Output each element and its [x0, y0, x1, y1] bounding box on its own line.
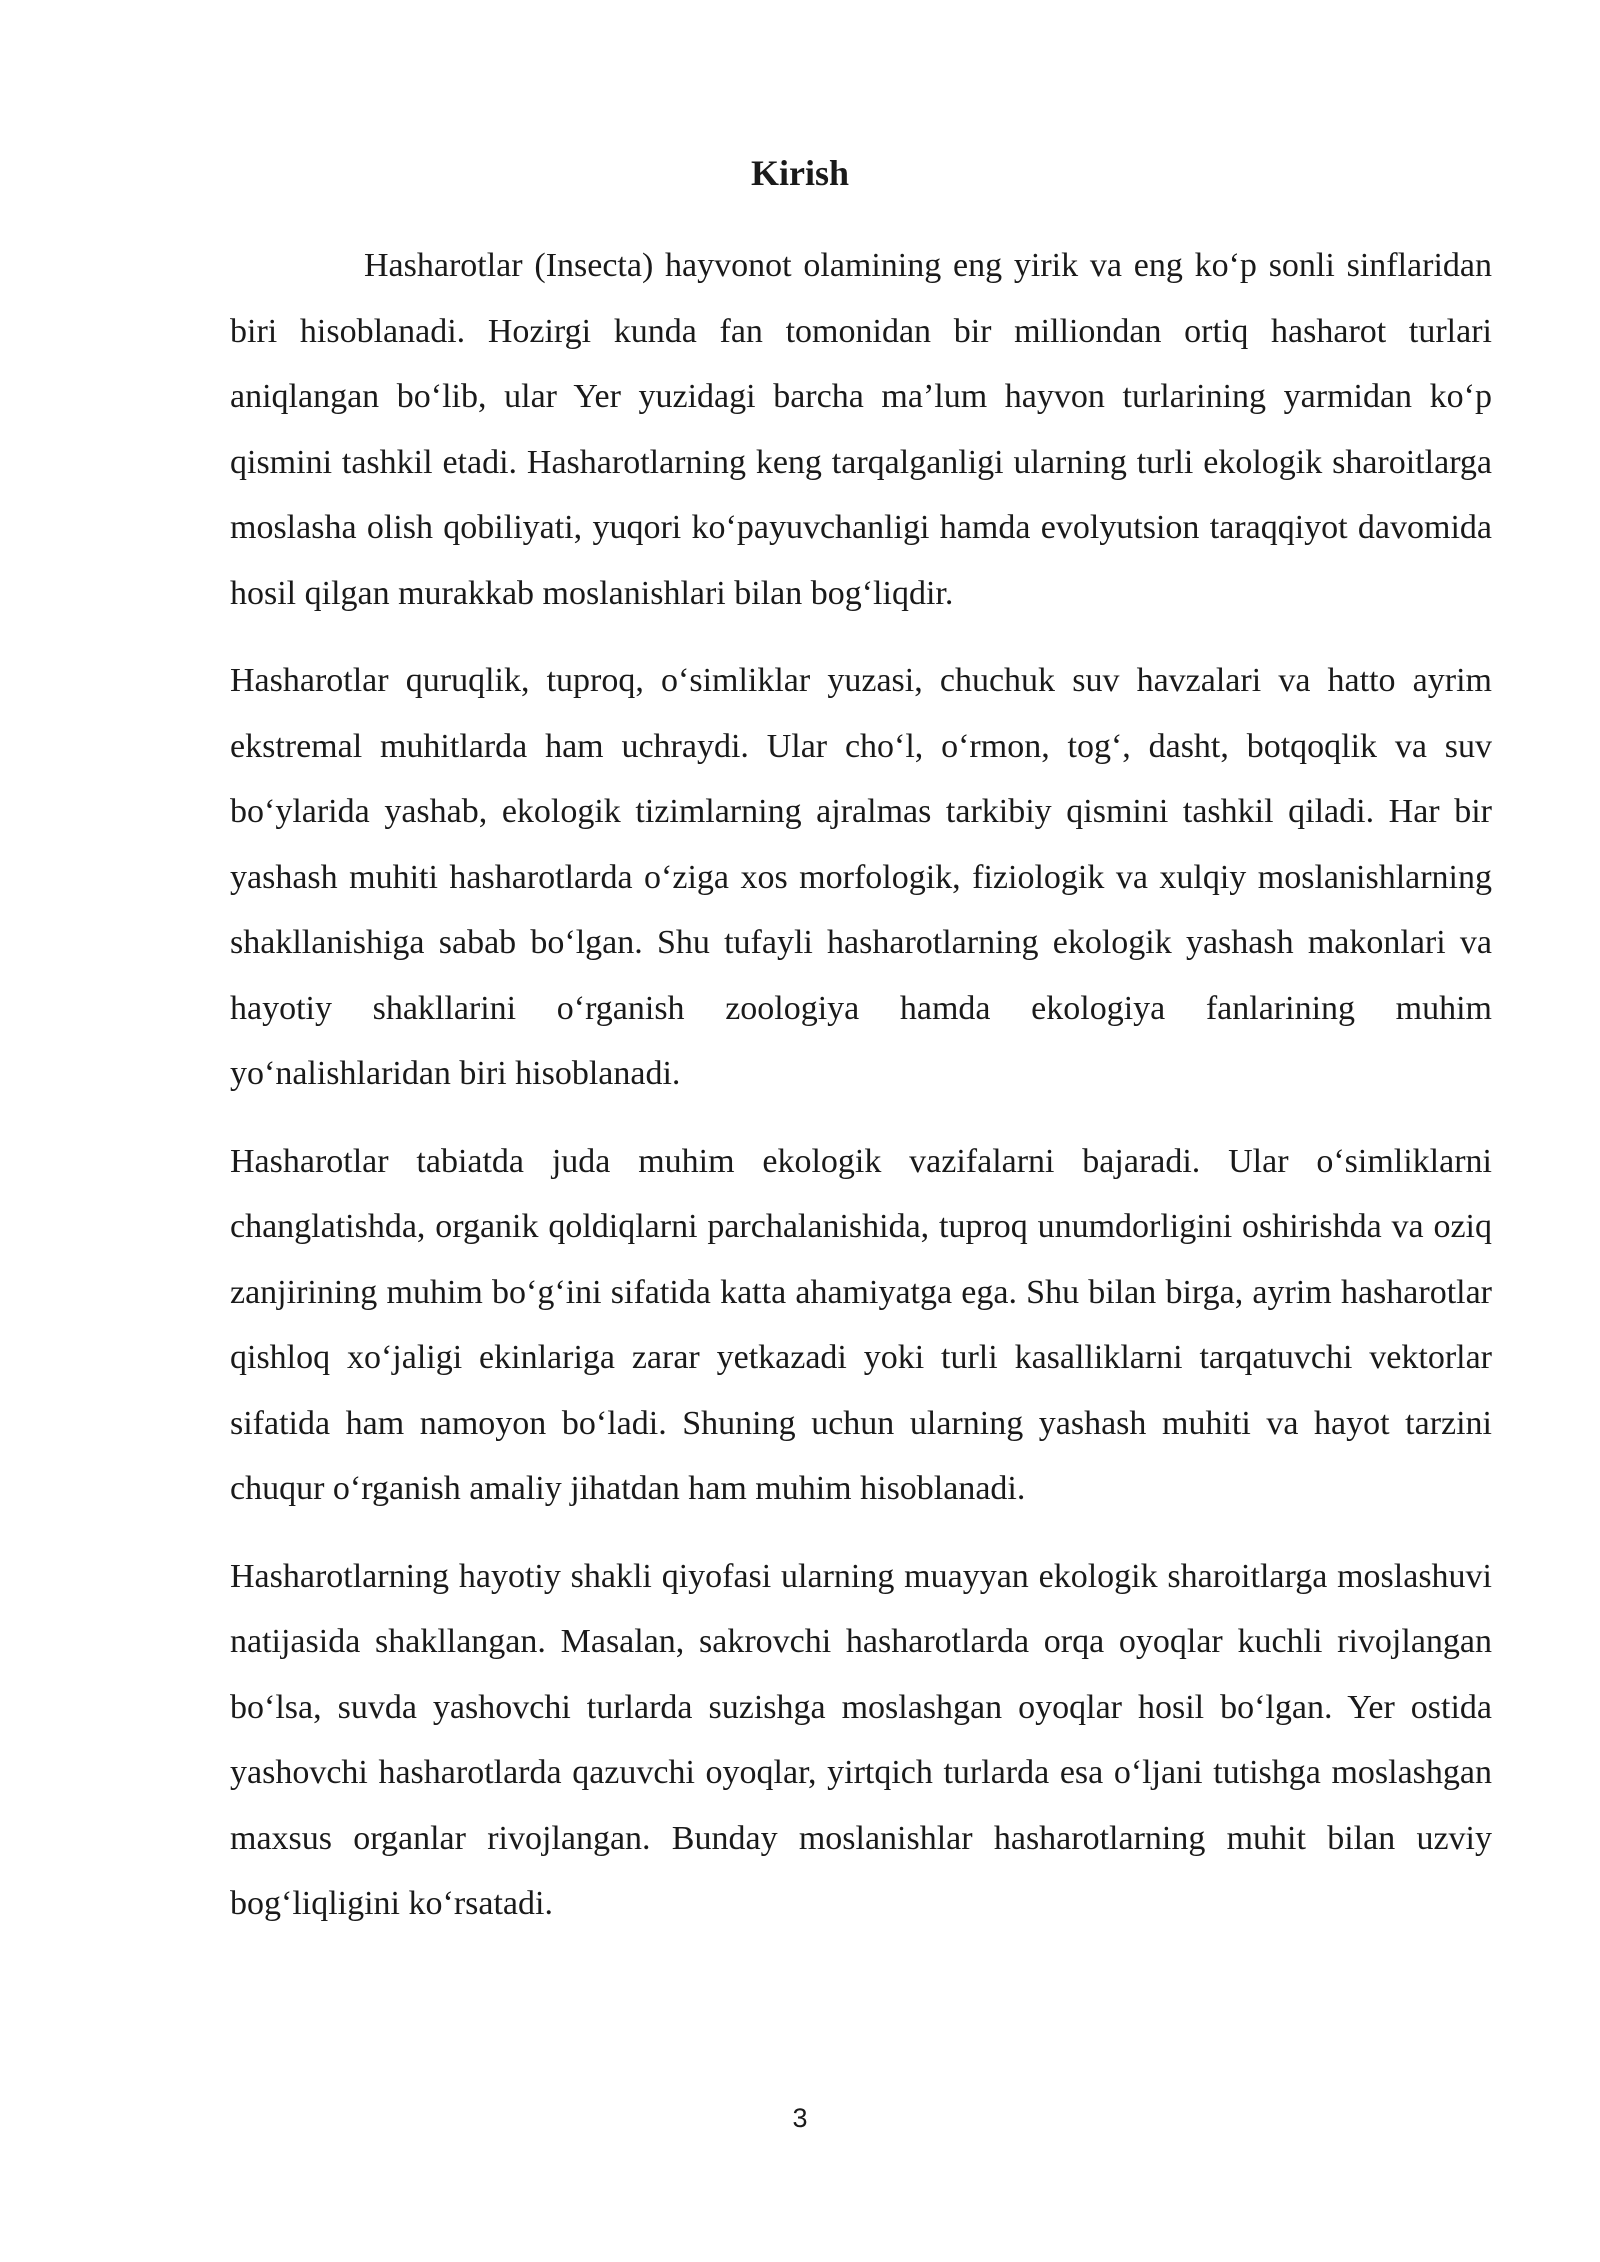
section-title: Kirish	[750, 153, 849, 193]
body-text	[230, 233, 1492, 1959]
paragraph-4: Hasharotlarning hayotiy shakli qiyofasi ularning muayyan ekologik sharoitlarga moslashuvi natijasida shakllangan. Masalan, sakrovchi hasharotlarda orqa oyoqlar kuchli rivojlangan bo‘lsa, suvda yashovchi turlarda suzishga moslashgan oyoqlar hosil bo‘lgan. Yer ostida yashovchi hasharotlarda qazuvchi oyoqlar, yirtqich turlarda esa o‘ljani tutishga moslashgan maxsus organlar rivojlangan. Bunday moslanishlar hasharotlarning muhit bilan uzviy bog‘liqligini ko‘rsatadi.	[230, 1557, 1492, 1922]
paragraph-2: Hasharotlar quruqlik, tuproq, o‘simliklar yuzasi, chuchuk suv havzalari va hatto ayrim ekstremal muhitlarda ham uchraydi. Ular cho‘l, o‘rmon, tog‘, dasht, botqoqlik va suv bo‘ylarida yashab, ekologik tizimlarning ajralmas tarkibiy qismini tashkil qiladi. Har bir yashash muhiti hasharotlarda o‘ziga xos morfologik, fiziologik va xulqiy moslanishlarning shakllanishiga sabab bo‘lgan. Shu tufayli hasharotlarning ekologik yashash makonlari va hayotiy shakllarini o‘rganish zoologiya hamda ekologiya fanlarining muhim yo‘nalishlaridan biri hisoblanadi.	[230, 662, 1492, 1092]
paragraph-1: Hasharotlar (Insecta) hayvonot olamining eng yirik va eng ko‘p sonli sinflaridan biri hisoblanadi. Hozirgi kunda fan tomonidan bir milliondan ortiq hasharot turlari aniqlangan bo‘lib, ular Yer yuzidagi barcha ma’lum hayvon turlarining yarmidan ko‘p qismini tashkil etadi. Hasharotlarning keng tarqalganligi ularning turli ekologik sharoitlarga moslasha olish qobiliyati, yuqori ko‘payuvchanligi hamda evolyutsion taraqqiyot davomida hosil qilgan murakkab moslanishlari bilan bog‘liqdir.	[230, 247, 1492, 612]
paragraph-3: Hasharotlar tabiatda juda muhim ekologik vazifalarni bajaradi. Ular o‘simliklarni changlatishda, organik qoldiqlarni parchalanishida, tuproq unumdorligini oshirishda va oziq zanjirining muhim bo‘g‘ini sifatida katta ahamiyatga ega. Shu bilan birga, ayrim hasharotlar qishloq xo‘jaligi ekinlariga zarar yetkazadi yoki turli kasalliklarni tarqatuvchi vektorlar sifatida ham namoyon bo‘ladi. Shuning uchun ularning yashash muhiti va hayot tarzini chuqur o‘rganish amaliy jihatdan ham muhim hisoblanadi.	[230, 1142, 1492, 1507]
page-number: 3	[792, 2103, 808, 2133]
